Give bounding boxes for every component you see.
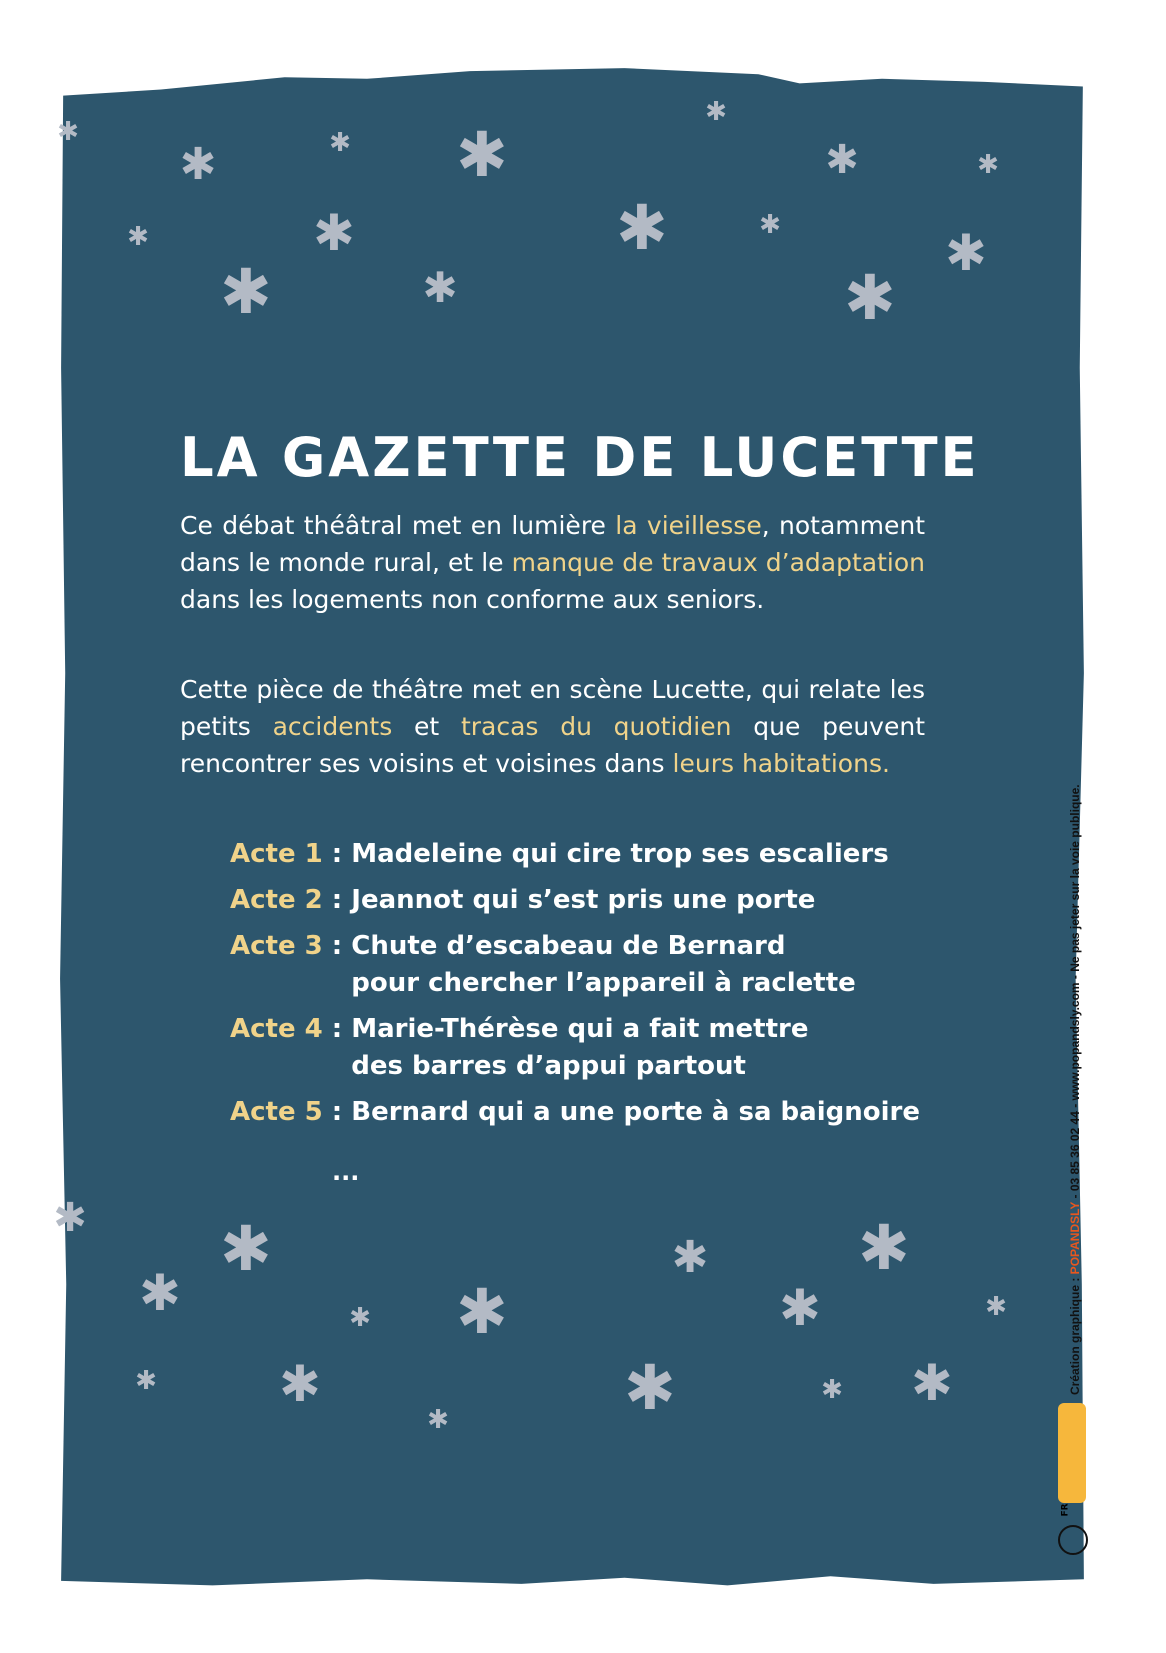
credit-text <box>1068 784 1082 1395</box>
snowflake-icon: ✱ <box>844 261 896 334</box>
act-label: Acte 2 <box>230 885 323 915</box>
act-item <box>230 882 950 919</box>
highlighted-phrase: la vieillesse <box>615 511 762 540</box>
act-item <box>230 836 950 873</box>
highlighted-phrase: manque de travaux d’adaptation <box>511 548 926 577</box>
act-separator: : <box>322 885 352 915</box>
snowflake-icon: ✱ <box>329 128 351 158</box>
snowflake-icon: ✱ <box>825 137 859 183</box>
country-code: FR <box>1060 1503 1071 1517</box>
act-label: Acte 3 <box>230 931 323 961</box>
intro-paragraph-1 <box>180 507 925 618</box>
snowflake-icon: ✱ <box>705 97 727 127</box>
snowflake-icon: ✱ <box>53 1195 87 1241</box>
triman-recycle-icon <box>1058 1525 1088 1555</box>
paragraph-text: dans les logements non conforme aux seniors. <box>180 585 765 614</box>
acts-ellipsis: ... <box>332 1158 360 1186</box>
intro-paragraph-2 <box>180 671 925 782</box>
highlighted-phrase: accidents <box>272 712 393 741</box>
snowflake-icon: ✱ <box>179 139 217 190</box>
act-description: Jeannot qui s’est pris une porte <box>351 885 816 915</box>
snowflake-icon: ✱ <box>279 1355 321 1413</box>
highlighted-phrase: tracas du quotidien <box>460 712 732 741</box>
paragraph-text: Ce débat théâtral met en lumière <box>180 511 616 540</box>
act-label: Acte 1 <box>230 839 323 869</box>
act-item <box>230 928 950 1002</box>
credit-prefix: Création graphique : <box>1068 1274 1082 1395</box>
paragraph-text: Cette pièce de théâtre met en scène Lucette, qui relate les petits <box>180 675 925 741</box>
highlighted-phrase: leurs habitations. <box>672 749 890 778</box>
snowflake-icon: ✱ <box>220 255 272 328</box>
credit-brand: POPANDSLY <box>1068 1201 1082 1275</box>
act-item <box>230 1094 950 1131</box>
snowflake-icon: ✱ <box>624 1351 676 1424</box>
act-description: Bernard qui a une porte à sa baignoire <box>351 1097 920 1127</box>
credit-suffix: - 03 85 36 02 44 - www.popandsly.com - Ne pas jeter sur la voie publique. <box>1068 784 1082 1202</box>
paragraph-text: que peuvent rencontrer ses voisins et voisines dans <box>180 712 926 778</box>
snowflake-icon: ✱ <box>456 118 508 191</box>
snowflake-icon: ✱ <box>779 1279 821 1337</box>
act-description: Chute d’escabeau de Bernard pour chercher l’appareil à raclette <box>351 931 856 998</box>
act-description: Madeleine qui cire trop ses escaliers <box>351 839 889 869</box>
snowflake-icon: ✱ <box>57 117 79 147</box>
snowflake-icon: ✱ <box>759 210 781 240</box>
snowflake-icon: ✱ <box>671 1232 709 1283</box>
snowflake-icon: ✱ <box>616 191 668 264</box>
snowflake-icon: ✱ <box>858 1211 910 1284</box>
act-item <box>230 1011 950 1085</box>
act-separator: : <box>322 1097 352 1127</box>
snowflake-icon: ✱ <box>220 1212 272 1285</box>
snowflake-icon: ✱ <box>427 1405 449 1435</box>
snowflake-icon: ✱ <box>127 222 149 252</box>
snowflake-icon: ✱ <box>135 1366 157 1396</box>
recycle-info-badge <box>1058 1403 1086 1503</box>
snowflake-icon: ✱ <box>422 263 458 312</box>
acts-list <box>230 836 950 1140</box>
act-separator: : <box>322 839 352 869</box>
act-label: Acte 4 <box>230 1014 323 1044</box>
snowflake-icon: ✱ <box>821 1375 843 1405</box>
snowflake-icon: ✱ <box>139 1264 181 1322</box>
snowflake-icon: ✱ <box>349 1303 371 1333</box>
act-label: Acte 5 <box>230 1097 323 1127</box>
snowflake-icon: ✱ <box>313 204 355 262</box>
snowflake-icon: ✱ <box>985 1292 1007 1322</box>
snowflake-icon: ✱ <box>911 1354 953 1412</box>
snowflake-icon: ✱ <box>945 224 987 282</box>
paragraph-text: , notamment dans le monde rural, et le <box>180 511 926 577</box>
act-description: Marie-Thérèse qui a fait mettre des barres d’appui partout <box>351 1014 809 1081</box>
act-separator: : <box>322 931 352 961</box>
paragraph-text: et <box>392 712 461 741</box>
act-separator: : <box>322 1014 352 1044</box>
page-title: LA GAZETTE DE LUCETTE <box>180 426 980 490</box>
snowflake-icon: ✱ <box>977 150 999 180</box>
snowflake-icon: ✱ <box>456 1275 508 1348</box>
